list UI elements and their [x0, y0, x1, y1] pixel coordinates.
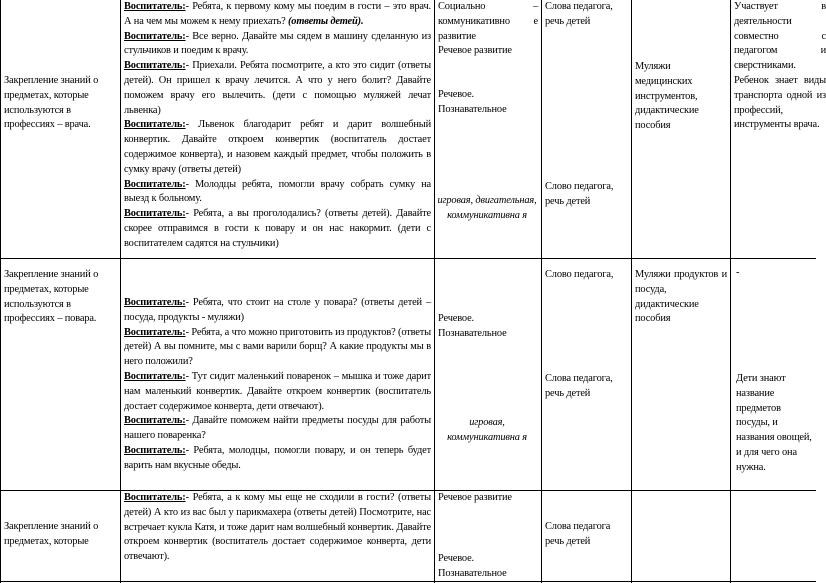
methods-cell [545, 180, 627, 210]
area-line: Речевое. [438, 553, 474, 564]
speaker-label: Воспитатель: [124, 415, 186, 427]
dialogue-line [124, 491, 431, 565]
stage-cell [4, 520, 116, 550]
dialogue-cell [124, 0, 431, 252]
table-border [541, 0, 542, 583]
area-line: Речевое развитие [438, 492, 512, 503]
speaker-label: Воспитатель: [124, 297, 186, 308]
stage-text: Закрепление знаний о предметах, которые [4, 521, 99, 547]
speaker-label: Воспитатель: [124, 60, 186, 72]
result-mark: - [736, 267, 740, 278]
area-cell [438, 312, 538, 342]
table-border [0, 0, 1, 583]
methods-text: Слова педагога, речь детей [545, 373, 613, 399]
area-line: Речевое. [438, 89, 474, 100]
speaker-label: Воспитатель: [124, 178, 186, 190]
dialogue-text: - Давайте поможем найти предметы посуды для работы нашего поваренка? [124, 415, 431, 442]
dialogue-text: - Молодцы ребята, помогли врачу собрать сумку на выезд к больному. [124, 178, 431, 205]
dialogue-cell [124, 491, 431, 565]
dialogue-text: - Ребята, а к кому мы еще не сходили в гости? (ответы детей) А кто из вас был у парикмахера (ответы детей) Посмотрите, нас встречает кукла Катя, и тоже дарит нам волшебный конвертик. Давайте откроем конвертик (воспитатель достает содержимое конверта, дети отвечают). [124, 492, 431, 563]
table-border [120, 0, 121, 583]
dialogue-line [124, 207, 431, 251]
dialogue-text: - Приехали. Ребята посмотрите, а кто это сидит (ответы детей). Он пришел к врачу лечится. А что у него болит? Давайте поможем врачу его вылечить. (дети с помощью муляжей лечат львенка) [124, 60, 431, 116]
materials-text: Муляжи медицинских инструментов, дидактические пособия [635, 61, 699, 132]
row-border [0, 581, 816, 582]
dialogue-line [124, 444, 431, 474]
methods-text: Слова педагога речь детей [545, 521, 611, 547]
stage-text: Закрепление знаний о предметах, которые используются в профессиях – повара. [4, 269, 99, 325]
dialogue-line [124, 370, 431, 414]
result-text: Дети знают название предметов посуды, и названия овощей, и для чего она нужна. [736, 373, 812, 473]
speaker-label: Воспитатель: [124, 492, 186, 503]
area-line: Социально – коммуникативно е развитие [438, 1, 538, 42]
dialogue-text: - Все верно. Давайте мы сядем в машину сделанную из стульчиков и поедим к врачу. [124, 30, 431, 57]
speaker-label: Воспитатель: [124, 444, 186, 456]
area-line: Речевое. [438, 313, 474, 324]
area-cell [438, 0, 538, 59]
dialogue-text: - Тут сидит маленький поваренок – мышка и тоже дарит нам маленький конвертик. Давайте откроем конвертик (воспитатель достает содержимое конверта, дети отвечают). [124, 370, 431, 412]
speaker-label: Воспитатель: [124, 370, 186, 382]
dialogue-text: - Львенок благодарит ребят и дарит волшебный конвертик. Давайте откроем конвертик (воспитатель достает содержимое конверта), и назовем каждый предмет, чтобы положить в сумку врачу (ответы детей) [124, 119, 431, 175]
materials-text: Муляжи продуктов и посуда, дидактические пособия [635, 269, 727, 325]
materials-cell [635, 60, 727, 134]
speaker-label: Воспитатель: [124, 119, 186, 131]
area-line: Речевое развитие [438, 45, 512, 57]
materials-cell [635, 268, 727, 327]
dialogue-text: - Ребята, а что можно приготовить из продуктов? (ответы детей) А вы помните, мы с вами варили борщ? А какие продукты мы в него положили? [124, 326, 431, 368]
dialogue-note: (ответы детей). [288, 15, 364, 27]
speaker-label: Воспитатель: [124, 326, 186, 338]
activity-cell [436, 194, 538, 224]
activity-cell [436, 416, 538, 446]
area-line: Познавательное [438, 103, 507, 115]
methods-cell [545, 372, 627, 402]
stage-cell [4, 268, 116, 327]
area-cell [438, 552, 538, 582]
methods-text: Слово педагога, [545, 269, 614, 280]
methods-text: Слова педагога, речь детей [545, 1, 613, 27]
dialogue-line [124, 59, 431, 118]
methods-cell [545, 0, 627, 30]
stage-text: Закрепление знаний о предметах, которые используются в профессиях – врача. [4, 75, 99, 131]
speaker-label: Воспитатель: [124, 1, 186, 12]
result-cell [736, 372, 812, 476]
speaker-label: Воспитатель: [124, 208, 186, 220]
dialogue-line [124, 178, 431, 208]
dialogue-text: - Ребята, молодцы, помогли повару, и он теперь будет варить нам вкусные обеды. [124, 444, 431, 471]
activity-text: игровая, двигательная, коммуникативна я [437, 195, 537, 221]
methods-cell [545, 520, 627, 550]
area-cell [438, 491, 538, 506]
table-border [730, 0, 731, 583]
row-border [0, 258, 816, 259]
methods-text: Слово педагога, речь детей [545, 181, 614, 207]
dialogue-line [124, 326, 431, 370]
dialogue-cell [124, 296, 431, 474]
dialogue-line [124, 414, 431, 444]
result-text: Участвует в деятельности совместно с педагогом и сверстниками. Ребенок знает виды транспорта одной из профессий, инструменты врача. [734, 1, 826, 131]
activity-text: игровая, коммуникативна я [447, 417, 527, 443]
result-cell [734, 0, 826, 133]
dialogue-line [124, 30, 431, 60]
table-border [631, 0, 632, 583]
stage-cell [4, 74, 116, 133]
dialogue-text: - Ребята, что стоит на столе у повара? (ответы детей – посуда, продукты - муляжи) [124, 297, 431, 323]
methods-cell [545, 268, 627, 283]
dialogue-text: - Ребята, а вы проголодались? (ответы детей). Давайте скорее отправимся в гости к повару и он нас накормит. (дети с воспитателем садятся на стульчики) [124, 208, 431, 249]
area-cell [438, 88, 538, 118]
dialogue-line [124, 118, 431, 177]
dialogue-text: - Ребята, к первому кому мы поедим в гости – это врач. А на чем мы можем к нему приехать? [124, 1, 431, 27]
dialogue-line [124, 0, 431, 30]
dialogue-line [124, 296, 431, 326]
area-line: Познавательное [438, 327, 507, 339]
result-cell [736, 266, 812, 281]
table-border [434, 0, 435, 583]
speaker-label: Воспитатель: [124, 30, 186, 42]
area-line: Познавательное [438, 567, 507, 579]
